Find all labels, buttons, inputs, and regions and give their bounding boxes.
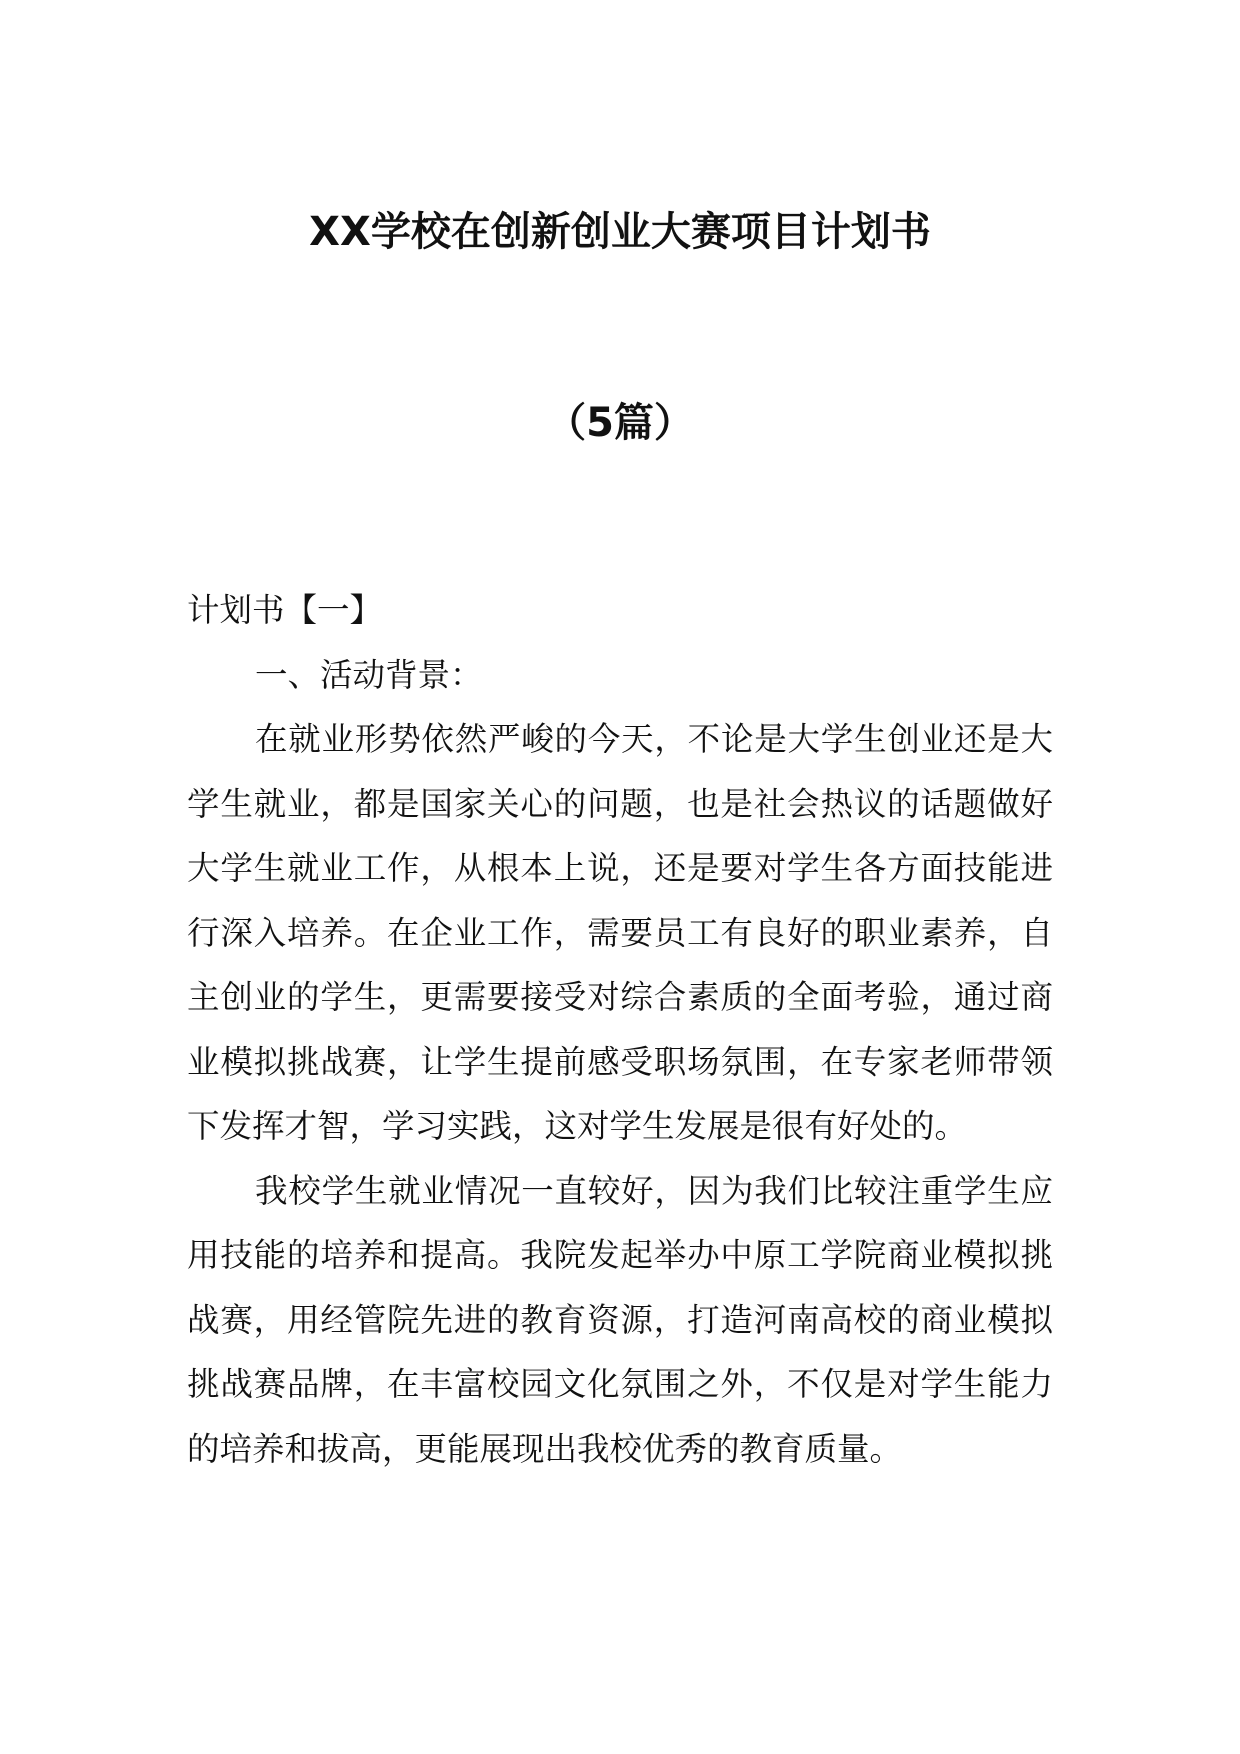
paragraph-school-employment: 我校学生就业情况一直较好，因为我们比较注重学生应用技能的培养和提高。我院发起举办中原工学院商业模拟挑战赛，用经管院先进的教育资源，打造河南高校的商业模拟挑战赛品牌，在丰富校园文化氛围之外，不仅是对学生能力的培养和拔高，更能展现出我校优秀的教育质量。 xyxy=(187,1171,1053,1468)
document-subtitle: （5篇） xyxy=(546,400,694,446)
document-body xyxy=(187,578,1053,1481)
section-heading: 一、活动背景： xyxy=(255,655,483,694)
document-title: XX学校在创新创业大赛项目计划书 xyxy=(309,209,931,255)
paragraph-background: 在就业形势依然严峻的今天，不论是大学生创业还是大学生就业，都是国家关心的问题，也是社会热议的话题做好大学生就业工作，从根本上说，还是要对学生各方面技能进行深入培养。在企业工作，需要员工有良好的职业素养，自主创业的学生，更需要接受对综合素质的全面考验，通过商业模拟挑战赛，让学生提前感受职场氛围，在专家老师带领下发挥才智，学习实践，这对学生发展是很有好处的。 xyxy=(187,720,1053,1145)
section-label: 计划书【一】 xyxy=(187,591,383,629)
